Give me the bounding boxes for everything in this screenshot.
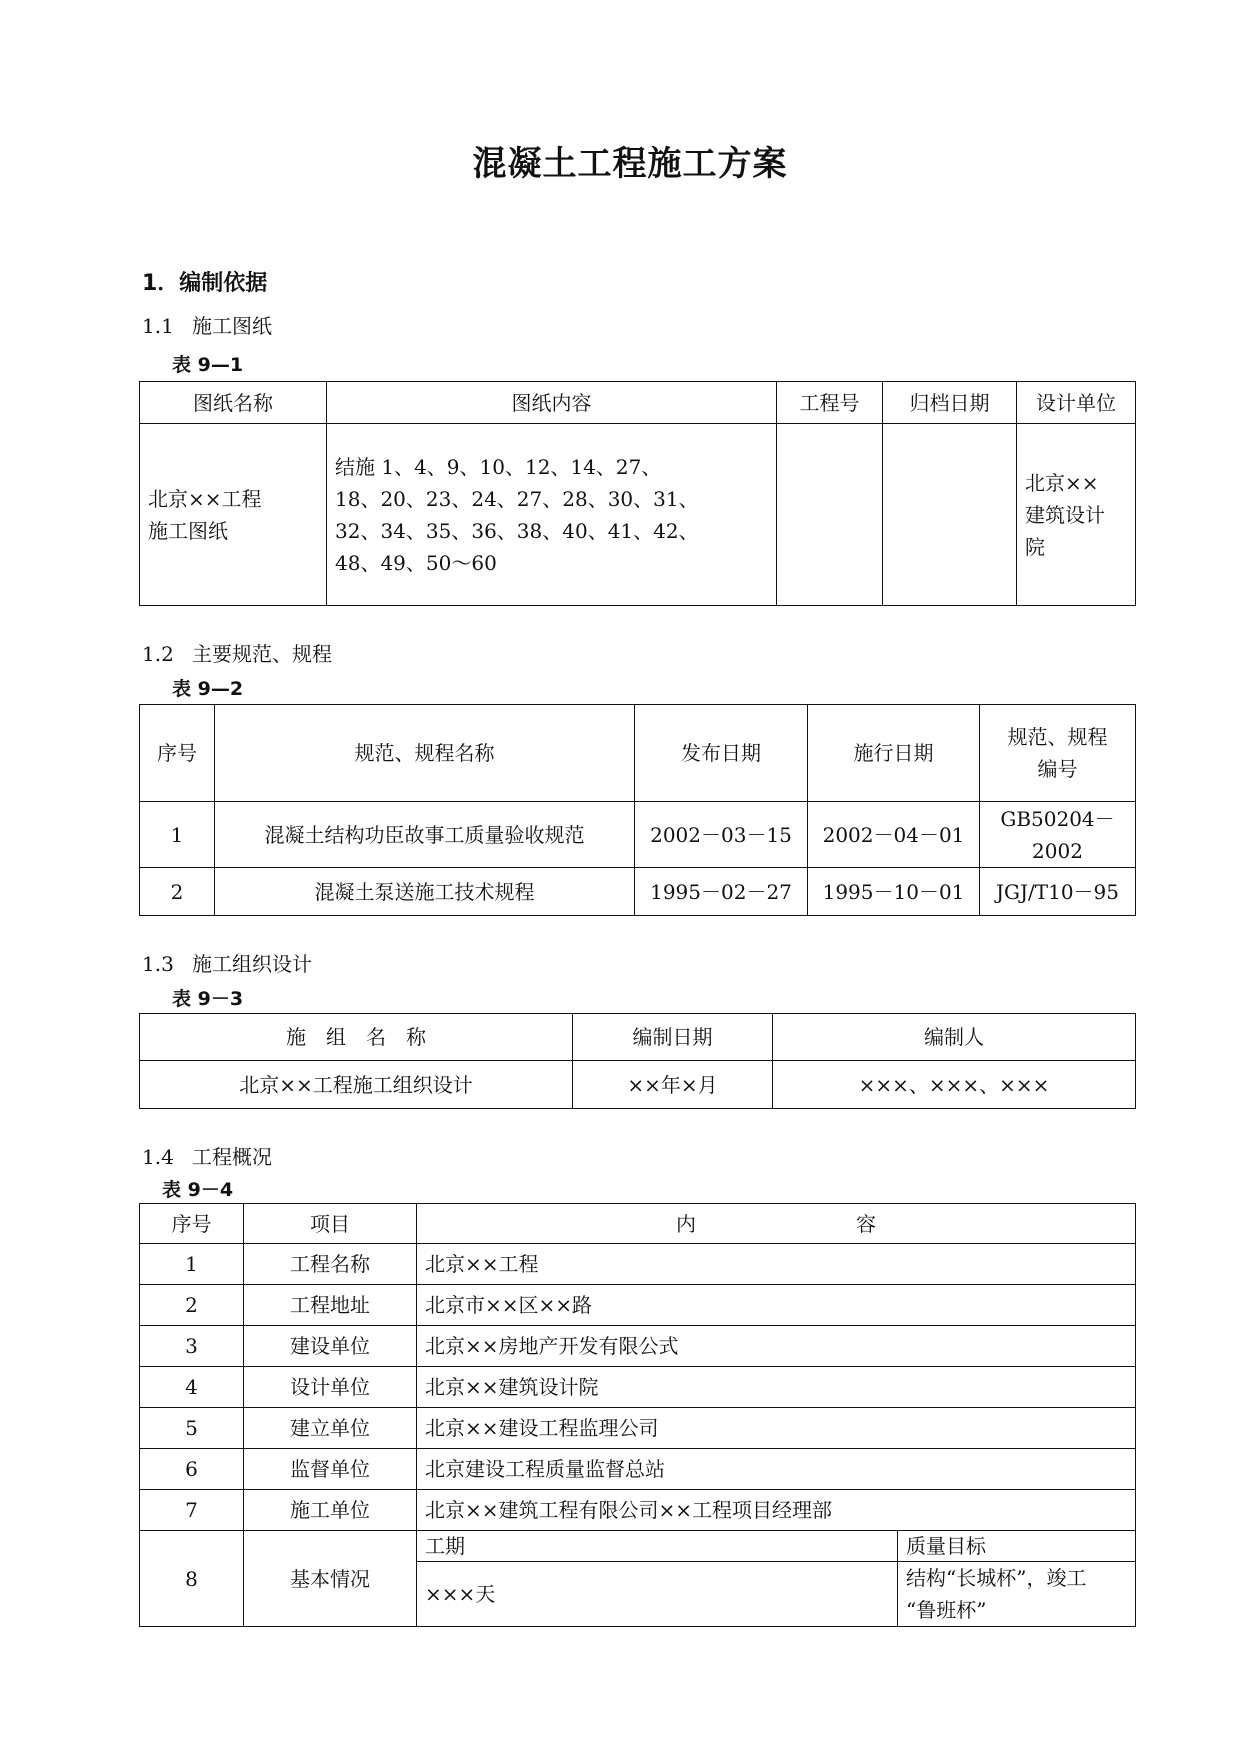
table-header: 施 组 名 称 xyxy=(140,1014,573,1061)
cell-line: 18、20、23、24、27、28、30、31、 xyxy=(335,486,699,511)
design-name-cell: 北京××工程施工组织设计 xyxy=(140,1061,573,1109)
content-cell: 北京××建筑设计院 xyxy=(417,1367,1136,1408)
row-number-cell: 4 xyxy=(140,1367,244,1408)
table-caption: 表 9－3 xyxy=(172,988,244,1010)
table-header-row xyxy=(140,1014,1136,1061)
content-cell: 北京××房地产开发有限公式 xyxy=(417,1326,1136,1367)
cell-line: 规范、规程 xyxy=(1007,725,1108,749)
table-row xyxy=(140,1490,1136,1531)
project-number-cell xyxy=(777,424,883,606)
subsection-number: 1.1 xyxy=(142,314,174,338)
cell-line: 北京×× xyxy=(1025,470,1099,495)
table-header: 工程号 xyxy=(777,382,883,424)
table-row xyxy=(140,424,1136,606)
table-row xyxy=(140,1408,1136,1449)
table-header: 施行日期 xyxy=(808,705,980,802)
cell-line: 建筑设计 xyxy=(1025,502,1105,527)
table-row xyxy=(140,1449,1136,1490)
table-caption: 表 9—2 xyxy=(172,678,244,700)
construction-design-table xyxy=(139,1013,1136,1109)
effective-date-cell: 1995－10－01 xyxy=(808,868,980,916)
item-cell: 建设单位 xyxy=(244,1326,417,1367)
subsection-1-2 xyxy=(142,638,332,667)
item-cell: 监督单位 xyxy=(244,1449,417,1490)
item-cell: 建立单位 xyxy=(244,1408,417,1449)
table-row xyxy=(140,1244,1136,1285)
table-header: 序号 xyxy=(140,705,215,802)
cell-line: GB50204－ xyxy=(1000,806,1115,831)
table-caption: 表 9－4 xyxy=(162,1179,234,1201)
subsection-1-4 xyxy=(142,1141,272,1170)
table-header-row xyxy=(140,1204,1136,1244)
row-number-cell: 2 xyxy=(140,1285,244,1326)
drawings-table xyxy=(139,381,1136,606)
cell-line: 32、34、35、36、38、40、41、42、 xyxy=(335,518,699,543)
row-number-cell: 5 xyxy=(140,1408,244,1449)
subsection-1-3 xyxy=(142,948,312,977)
table-header-row xyxy=(140,382,1136,424)
standard-code-cell: JGJ/T10－95 xyxy=(980,868,1136,916)
table-header: 序号 xyxy=(140,1204,244,1244)
row-number-cell: 8 xyxy=(140,1531,244,1627)
section-heading: 1．编制依据 xyxy=(142,271,268,296)
item-cell: 工程名称 xyxy=(244,1244,417,1285)
cell-line: 编号 xyxy=(1037,757,1078,781)
cell-line: “鲁班杯” xyxy=(906,1598,987,1622)
drawing-content-cell xyxy=(327,424,777,606)
cell-line: 2002 xyxy=(1032,838,1083,863)
project-overview-table xyxy=(139,1203,1136,1627)
table-header-row xyxy=(140,705,1136,802)
table-row xyxy=(140,802,1136,868)
cell-line: 48、49、50～60 xyxy=(335,550,497,575)
standard-name-cell: 混凝土结构功臣故事工质量验收规范 xyxy=(215,802,635,868)
period-label-cell: 工期 xyxy=(417,1531,898,1562)
published-date-cell: 1995－02－27 xyxy=(635,868,808,916)
quality-label-cell: 质量目标 xyxy=(898,1531,1136,1562)
content-cell: 北京建设工程质量监督总站 xyxy=(417,1449,1136,1490)
cell-line: 北京××工程 xyxy=(148,486,262,511)
cell-line: 施工图纸 xyxy=(148,518,228,543)
table-caption: 表 9—1 xyxy=(172,354,244,376)
design-unit-cell xyxy=(1017,424,1136,606)
table-header: 项目 xyxy=(244,1204,417,1244)
subsection-title: 施工图纸 xyxy=(192,314,272,338)
quality-value-cell xyxy=(898,1562,1136,1627)
table-row xyxy=(140,1285,1136,1326)
subsection-1-1 xyxy=(142,310,272,339)
content-cell: 北京××建设工程监理公司 xyxy=(417,1408,1136,1449)
row-number-cell: 6 xyxy=(140,1449,244,1490)
table-row xyxy=(140,1326,1136,1367)
content-cell: 北京××工程 xyxy=(417,1244,1136,1285)
item-cell: 设计单位 xyxy=(244,1367,417,1408)
table-header: 图纸内容 xyxy=(327,382,777,424)
cell-line: 结构“长城杯”，竣工 xyxy=(906,1566,1087,1590)
subsection-number: 1.3 xyxy=(142,952,174,976)
page-title: 混凝土工程施工方案 xyxy=(472,144,788,184)
row-number-cell: 7 xyxy=(140,1490,244,1531)
table-row xyxy=(140,1531,1136,1562)
table-header: 编制人 xyxy=(773,1014,1136,1061)
content-cell: 北京××建筑工程有限公司××工程项目经理部 xyxy=(417,1490,1136,1531)
standards-table xyxy=(139,704,1136,916)
standard-code-cell xyxy=(980,802,1136,868)
row-number-cell: 1 xyxy=(140,802,215,868)
table-header xyxy=(980,705,1136,802)
subsection-number: 1.4 xyxy=(142,1145,174,1169)
authors-cell: ×××、×××、××× xyxy=(773,1061,1136,1109)
table-header: 规范、规程名称 xyxy=(215,705,635,802)
effective-date-cell: 2002－04－01 xyxy=(808,802,980,868)
content-cell: 北京市××区××路 xyxy=(417,1285,1136,1326)
compile-date-cell: ××年×月 xyxy=(573,1061,773,1109)
table-row xyxy=(140,868,1136,916)
subsection-number: 1.2 xyxy=(142,642,174,666)
item-cell: 施工单位 xyxy=(244,1490,417,1531)
row-number-cell: 2 xyxy=(140,868,215,916)
table-row xyxy=(140,1061,1136,1109)
subsection-title: 主要规范、规程 xyxy=(192,642,332,666)
archive-date-cell xyxy=(883,424,1017,606)
row-number-cell: 3 xyxy=(140,1326,244,1367)
cell-line: 院 xyxy=(1025,534,1045,559)
item-cell: 基本情况 xyxy=(244,1531,417,1627)
table-header: 图纸名称 xyxy=(140,382,327,424)
subsection-title: 施工组织设计 xyxy=(192,952,312,976)
standard-name-cell: 混凝土泵送施工技术规程 xyxy=(215,868,635,916)
published-date-cell: 2002－03－15 xyxy=(635,802,808,868)
period-value-cell: ×××天 xyxy=(417,1562,898,1627)
table-header: 内 容 xyxy=(417,1204,1136,1244)
cell-line: 结施 1、4、9、10、12、14、27、 xyxy=(335,454,662,479)
drawing-name-cell xyxy=(140,424,327,606)
table-header: 发布日期 xyxy=(635,705,808,802)
table-header: 归档日期 xyxy=(883,382,1017,424)
table-row xyxy=(140,1367,1136,1408)
table-header: 设计单位 xyxy=(1017,382,1136,424)
subsection-title: 工程概况 xyxy=(192,1145,272,1169)
table-header: 编制日期 xyxy=(573,1014,773,1061)
item-cell: 工程地址 xyxy=(244,1285,417,1326)
row-number-cell: 1 xyxy=(140,1244,244,1285)
